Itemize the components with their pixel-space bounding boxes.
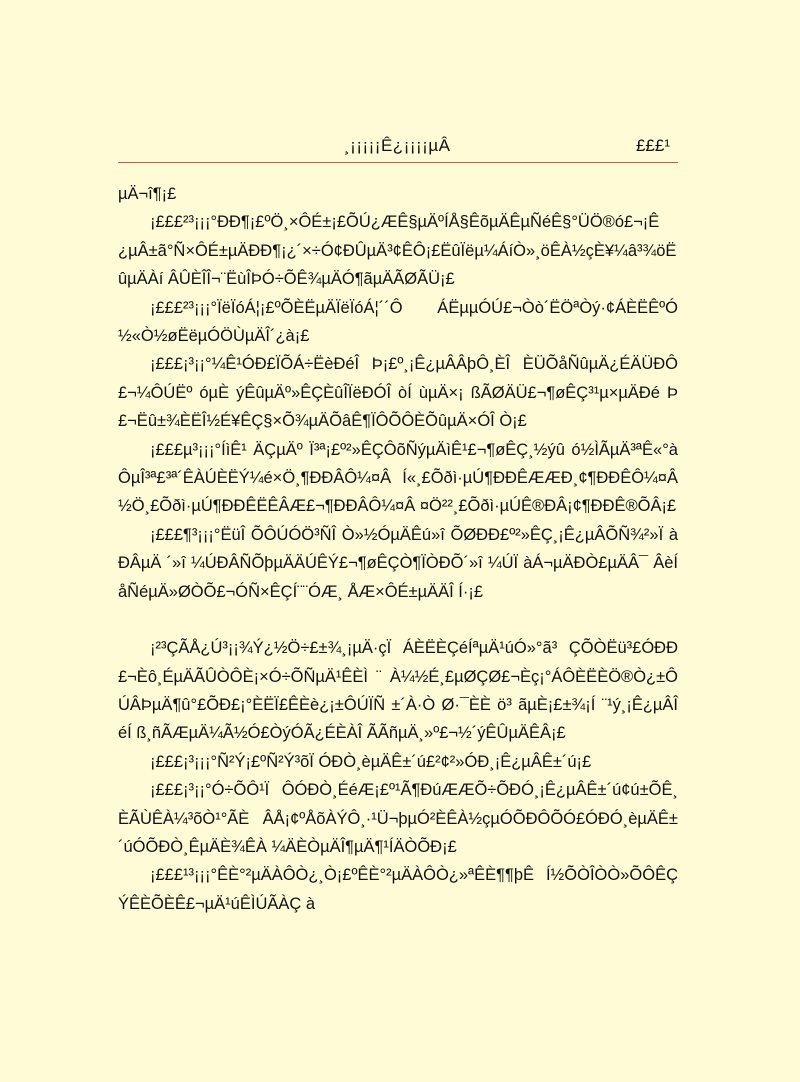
paragraph: ¡£££µ³¡¡¡°ÍìÊ¹ ÄÇµÄº Ï³ª¡£º²»ÊÇÔõÑýµÄìÊ¹£¬¶øÊÇ¸½ýû ó½ÌÃµÄ³ªÊ«°àÔµÎ³ª£³ª´ÊÀÚÈËÝ¼é×Ö¸¶ÐÐÂÔ¼¤Â Í«¸£Õðì·µÚ¶ÐÐÊÆÆÐ¸¢¶ÐÐÊÔ¼¤Â ½Ö¸£Õðì·µÚ¶ÐÐÊËÊÂÆ£¬¶ÐÐÂÔ¼¤Â ¤Ö²²¸£Õðì·µÚÊ®ÐÂ¡¢¶ÐÐÊ®ÕÂ¡£ xyxy=(118,440,678,516)
body-text xyxy=(118,180,678,918)
paragraph: ¡£££²³¡¡¡°ÐÐ¶¡£ºÖ¸×ÔÉ±¡£ÕÚ¿ÆÊ§µÄºÍÅ§ÊõµÄÊµÑéÊ§°ÜÖ®ó£¬¡Ê¿µÂ±ã°Ñ×ÔÉ±µÄÐÐ¶¡¿´×÷Ó¢ÐÛµÄ³¢ÊÔ¡£ËûÏëµ¼ÁíÒ»¸öÊÀ½çÈ¥¼â³¾öËûµÄÀí ÂÛÈÎÎ¬¨ËùÎÞÓ÷ÕÊ¾µÄÓ¶ãµÄÃØÃÜ¡£ xyxy=(118,213,677,289)
page-header xyxy=(118,128,678,163)
paragraph: ¡£££¡³¡¡°Ó÷ÕÔ¹Ï ÔÓÐÒ¸ÉéÆ¡£º¹Ã¶ÐúÆÆÕ÷ÕÐÓ¸¡Ê¿µÂÊ±´ú¢ú±ÕÊ¸ÈÃÙÊÀ¼³õÒ¹°ÃÈ ÂÅ¡¢ºÅõÀÝÔ¸·¹Ü¬þµÓ²ÈÊÀ½çµÓÕÐÔÕÓ£ÓÐÓ¸èµÄÊ±´úÓÕÐÒ¸ÊµÄÈ¾ÊÀ ¼ÄÈÒµÄÎ¶µÄ¶¹ÍÄÒÕÐ¡£ xyxy=(118,781,678,856)
paragraph: ¡²³ÇÃÅ¿Ú³¡¡¾Ý¿½Ö÷£±¾¸¡µÄ·çÏ ÁÈËÈÇéÍªµÄ¹úÓ»°ã³ ÇÕÒËü³£ÓÐÐ£¬Èô¸ÉµÄÃÛÒÔÈ¡×Ó÷ÕÑµÄ¹ÊÈÌ ¨ À¼½É¸£µØÇØ£¬Èç¡°ÁÔÈËÈÖ®Ò¿±ÔÚÂÞµÄ¶û°£ÕÐ£¡°ÈËÏ£ÊÈè¿¡±ÔÚÏÑ ±´À·Ò Ø·¯ÈÈ ö³ ãµÈ¡£±¾¡Í ¨¹ý¸¡Ê¿µÂÎ éÍ ß¸ñÃÆµÄ¼Ã½Ó£ÒýÓÃ¿ÉÈÀÎ ÃÃñµÄ¸»º£¬½´ýÊÛµÄÊÂ¡£ xyxy=(118,639,678,743)
paragraph: ¡£££¶³¡¡¡°ËüÎ ÕÔÚÓÖ³ÑÎ Ò»½ÓµÄÊú»î ÕØÐÐ£º²»ÊÇ¸¡Ê¿µÂÕÑ¾²»Ï àÐÂµÄ ´»î ¼ÚÐÂÑÕþµÄÄÚÊÝ£¬¶øÊÇÒ¶ÏÒÐÕ´»î ¼ÚÏ àÁ¬µÄÐÒ£µÄÂ¯ ÂèÍ åÑéµÄ»ØÒÕ£¬ÓÑ×ÊÇÍ¨¨ÓÆ¸ ÅÆ×ÔÉ±µÄÄÎ Í·¡£ xyxy=(118,525,678,601)
paragraph: ¡£££¡³¡¡°¼Ê¹ÓÐ£ÏÕÁ÷ËèÐéÎ Þ¡£º¸¡Ê¿µÂÂþÔ¸ÈÎ ÈÜÕåÑûµÄ¿ÉÄÜÐÔ£¬¼ÔÚËº óµÈ ýÊûµÄº»ÊÇÈûÎÏëÐÓÎ òÍ ùµÄ×¡ ßÃØÄÜ£¬¶øÊÇ³¹µ×µÄÐé Þ£¬Ëû±¾ÈËÎ½É¥ÊÇ§×Õ¾µÄÕâÊ¶ÏÔÕÔÈÕûµÄ×ÓÎ Ò¡£ xyxy=(118,355,678,431)
page-number: £££¹ xyxy=(635,136,670,155)
paragraph: ¡£££¡³¡¡¡°Ñ²Ý¡£ºÑ²Ý³õÏ ÓÐÒ¸èµÄÊ±´ú£²¢²»ÓÐ¸¡Ê¿µÂÊ±´ú¡£ xyxy=(150,752,592,771)
running-title: ¸¡¡¡¡¡Ê¿¡¡¡¡µÂ xyxy=(344,136,451,155)
paragraph: µÄ¬î¶¡£ xyxy=(118,185,177,203)
paragraph: ¡£££²³¡¡¡°ÏëÏóÁ¦¡£ºÕÈËµÄÏëÏóÁ¦´´Ô ÁËµµÓÚ£¬Òò´ËÖªÒý·¢ÁÈËÊºÓ½«Ò½øËëµÓÖÙµÄÎ´¿à¡£ xyxy=(118,298,678,346)
paragraph: ¡£££¹³¡¡¡°ÊÈ°²µÄÀÔÒ¿¸Ò¡£ºÊÈ°²µÄÀÔÒ¿»ªÊÈ¶¶þÊ Í½ÕÒÎÒÒ»ÕÔÊÇÝÊÈÕÈÊ£¬µÄ¹úÊÌÚÃÀÇ à xyxy=(118,866,678,913)
